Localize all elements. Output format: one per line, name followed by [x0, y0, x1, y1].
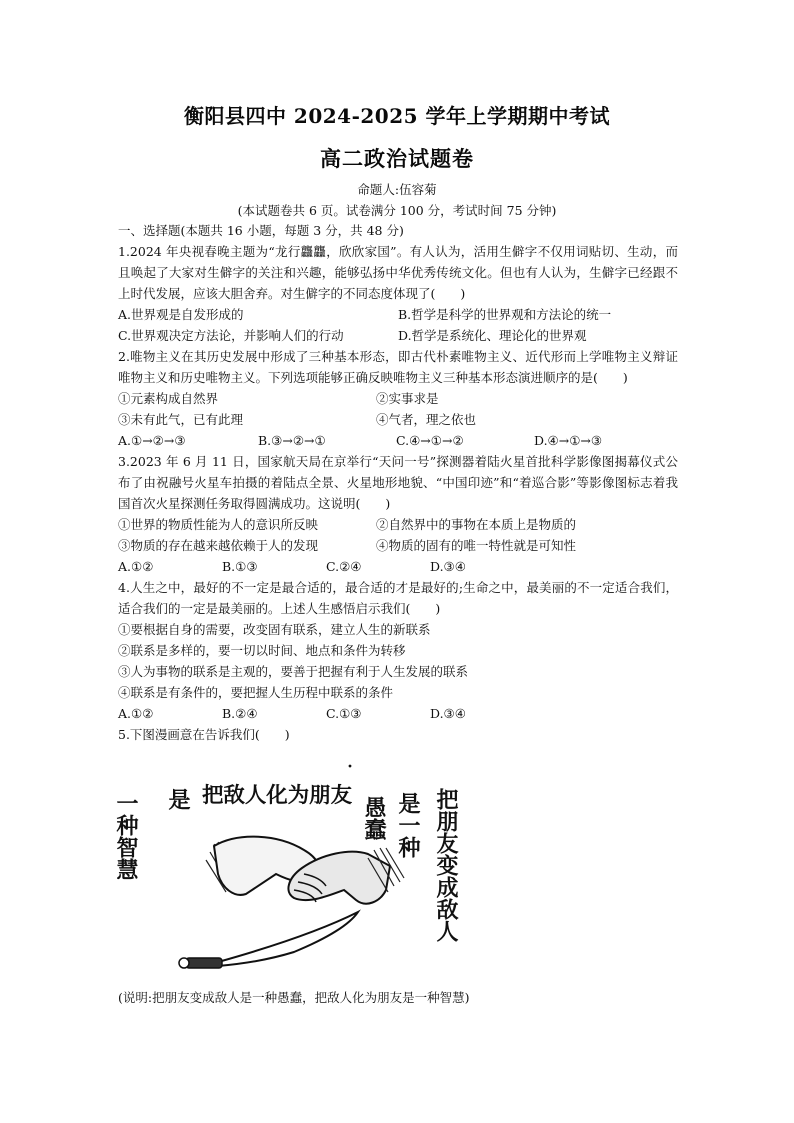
exam-note: (本试题卷共 6 页。试卷满分 100 分，考试时间 75 分钟): [237, 203, 557, 218]
question-1-stem: 1.2024 年央视春晚主题为“龙行龘龘，欣欣家国”。有人认为，活用生僻字不仅用词贴切、生动，而且唤起了大家对生僻字的关注和兴趣，能够弘扬中华优秀传统文化。但也有人认为，生僻字已经跟不上时代发展，应该大胆舍弃。对生僻字的不同态度体现了( ): [118, 244, 678, 301]
knife-pommel: [179, 958, 189, 968]
exam-author: 命题人:伍容菊: [357, 182, 437, 197]
question-3-options: [118, 556, 678, 577]
question-4-statement-1: ①要根据自身的需要，改变固有联系，建立人生的新联系: [118, 622, 431, 637]
question-3-statements-row-1: [118, 514, 678, 535]
question-4-stem: 4.人生之中，最好的不一定是最合适的，最合适的才是最好的;生命之中，最美丽的不一定适合我们，适合我们的一定是最美丽的。上述人生感悟启示我们( ): [118, 580, 678, 616]
question-4-option-b: B.②④: [222, 706, 258, 721]
exam-content: [118, 220, 678, 745]
cartoon-text-left-col-2: 是: [165, 788, 191, 810]
question-3-option-d: D.③④: [430, 559, 466, 574]
handshake-cartoon: [113, 762, 478, 984]
question-3-option-a: A.①②: [118, 559, 154, 574]
cartoon-text-right-col: 把朋友变成敌人: [433, 788, 459, 942]
question-4-statement-2: ②联系是多样的，要一切以时间、地点和条件为转移: [118, 643, 406, 658]
question-3-option-c: C.②④: [326, 559, 362, 574]
question-2-option-b: B.③→②→①: [258, 433, 326, 448]
question-4-statement-4: ④联系是有条件的，要把握人生历程中联系的条件: [118, 685, 394, 700]
question-3-statement-2: ②自然界中的事物在本质上是物质的: [376, 517, 577, 532]
exam-title: 衡阳县四中 2024-2025 学年上学期期中考试: [183, 104, 611, 128]
cartoon-caption: (说明:把朋友变成敌人是一种愚蠢，把敌人化为朋友是一种智慧): [118, 990, 470, 1005]
question-2-option-a: A.①→②→③: [118, 433, 186, 448]
question-5-stem: 5.下图漫画意在告诉我们( ): [118, 727, 290, 742]
knife-handle: [186, 958, 222, 968]
question-1-option-d: D.哲学是系统化、理论化的世界观: [398, 328, 587, 343]
question-3-statements-row-2: [118, 535, 678, 556]
question-4-option-d: D.③④: [430, 706, 466, 721]
question-3-statement-3: ③物质的存在越来越依赖于人的发现: [118, 538, 319, 553]
question-2-stem: 2.唯物主义在其历史发展中形成了三种基本形态，即古代朴素唯物主义、近代形而上学唯物主义辩证唯物主义和历史唯物主义。下列选项能够正确反映唯物主义三种基本形态演进顺序的是( ): [118, 349, 678, 385]
question-2-statement-2: ②实事求是: [376, 391, 439, 406]
question-2-statement-3: ③未有此气，已有此理: [118, 412, 244, 427]
question-3-statement-4: ④物质的固有的唯一特性就是可知性: [376, 538, 577, 553]
question-4-options: [118, 703, 678, 724]
question-1-option-a: A.世界观是自发形成的: [118, 307, 244, 322]
exam-subtitle: 高二政治试题卷: [320, 146, 474, 171]
cartoon-text-top: 把敌人化为朋友: [202, 782, 352, 807]
ink-speck: [349, 765, 352, 768]
handshake-cartoon-drawing: [113, 762, 478, 984]
question-3-statement-1: ①世界的物质性能为人的意识所反映: [118, 517, 319, 532]
question-2-options: [118, 430, 678, 451]
question-4-option-a: A.①②: [118, 706, 154, 721]
section-heading: 一、选择题(本题共 16 小题，每题 3 分，共 48 分): [118, 223, 404, 238]
question-2-statements-row-1: [118, 388, 678, 409]
question-2-option-c: C.④→①→②: [396, 433, 464, 448]
question-3-option-b: B.①③: [222, 559, 258, 574]
question-1-option-c: C.世界观决定方法论，并影响人们的行动: [118, 328, 344, 343]
cartoon-text-mid-col-2: 是一种: [395, 792, 421, 858]
question-2-option-d: D.④→①→③: [534, 433, 603, 448]
question-2-statement-4: ④气者，理之依也: [376, 412, 477, 427]
question-1-option-b: B.哲学是科学的世界观和方法论的统一: [398, 307, 612, 322]
cartoon-text-mid-col-1: 愚蠢: [361, 796, 387, 840]
question-1-options-row-1: [118, 304, 678, 325]
question-3-stem: 3.2023 年 6 月 11 日，国家航天局在京举行“天问一号”探测器着陆火星首批科学影像图揭幕仪式公布了由祝融号火星车拍摄的着陆点全景、火星地形地貌、“中国印迹”和“着巡合影”等影像图标志着我国首次火星探测任务取得圆满成功。这说明( ): [118, 454, 678, 511]
question-2-statement-1: ①元素构成自然界: [118, 391, 219, 406]
knife-blade: [218, 912, 358, 966]
question-4-option-c: C.①③: [326, 706, 362, 721]
question-1-options-row-2: [118, 325, 678, 346]
question-2-statements-row-2: [118, 409, 678, 430]
cartoon-text-left-col-1: 一种智慧: [113, 792, 139, 880]
question-4-statement-3: ③人为事物的联系是主观的，要善于把握有利于人生发展的联系: [118, 664, 469, 679]
